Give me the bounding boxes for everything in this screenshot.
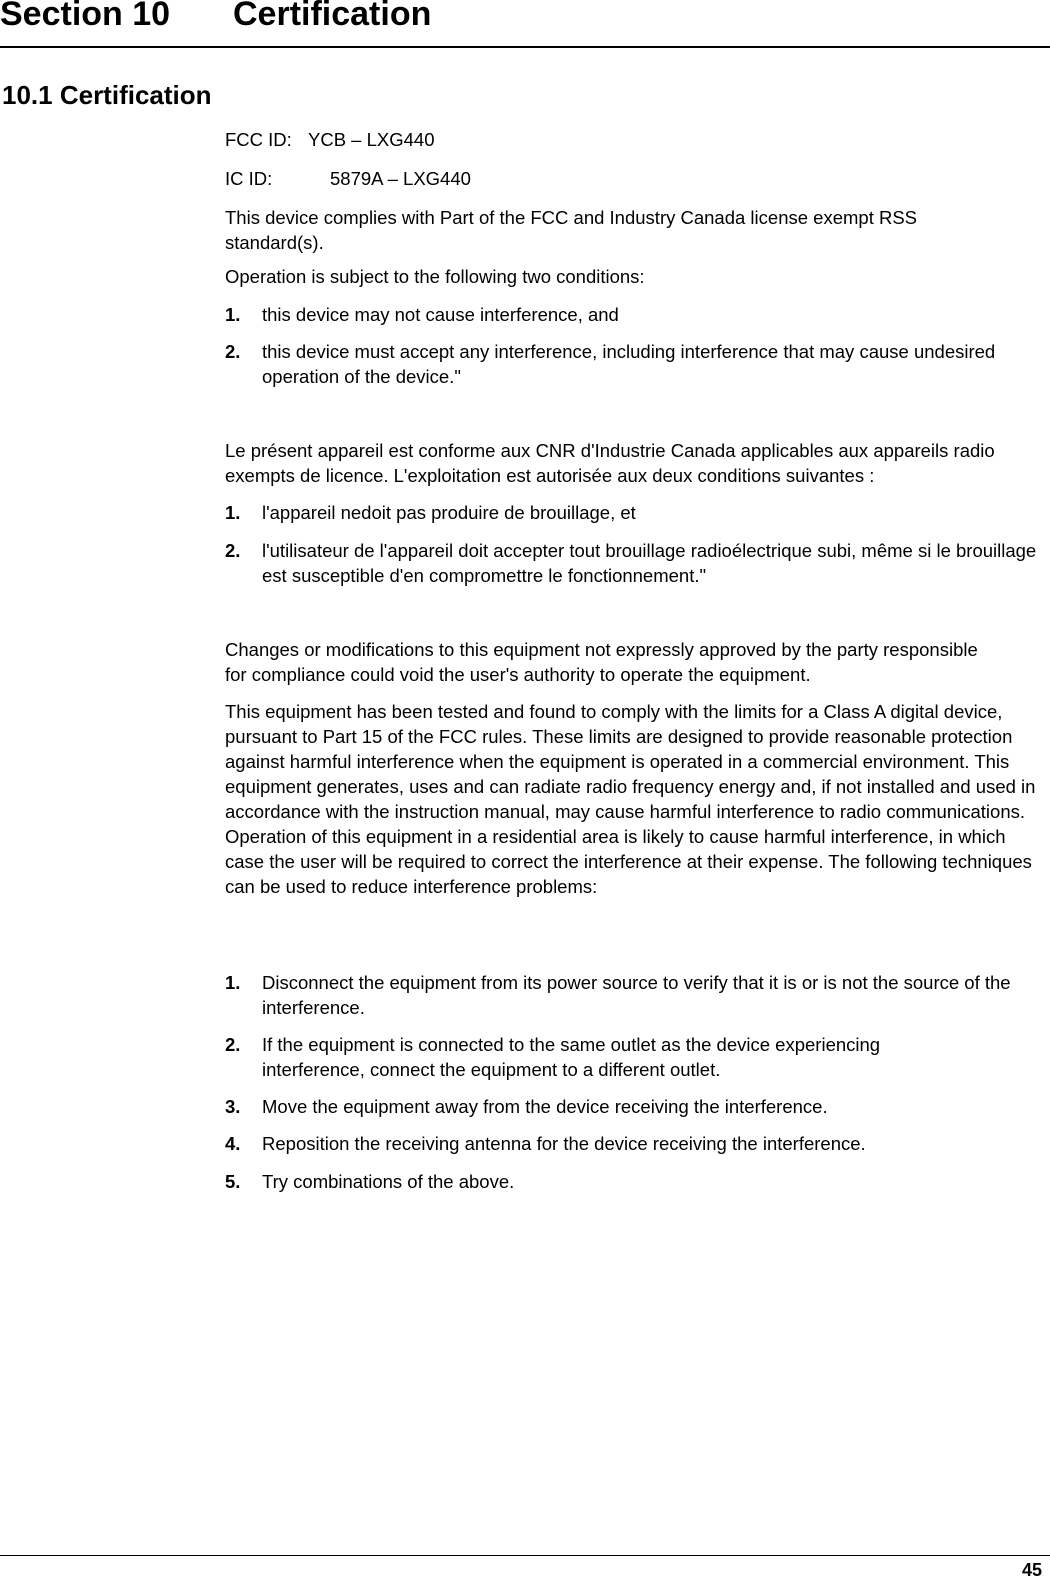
subsection-title: 10.1 Certification [2, 80, 212, 110]
list-item [225, 1032, 985, 1082]
list-text: Reposition the receiving antenna for the device receiving the interference. [262, 1133, 866, 1154]
fcc-id-value: YCB – LXG440 [308, 129, 435, 150]
list-number: 4. [225, 1133, 241, 1154]
conditions-intro: Operation is subject to the following two conditions: [225, 266, 645, 287]
list-number: 2. [225, 540, 241, 561]
list-item [225, 500, 1045, 525]
list-item [225, 1094, 1045, 1119]
list-item [225, 970, 1045, 1020]
list-item [225, 302, 1045, 327]
section-title: Certification [233, 0, 432, 33]
list-item [225, 339, 1005, 389]
english-intro: This device complies with Part of the FCC and Industry Canada license exempt RSS standard(s). [225, 207, 918, 253]
list-text: If the equipment is connected to the same outlet as the device experiencing interference, connect the equipment to a different outlet. [262, 1034, 881, 1080]
list-text: l'appareil nedoit pas produire de brouillage, et [262, 502, 636, 523]
list-number: 5. [225, 1171, 241, 1192]
list-text: l'utilisateur de l'appareil doit accepter tout brouillage radioélectrique subi, même si le brouillage est susceptible d'en compromettre le fonctionnement." [262, 540, 1037, 586]
list-number: 1. [225, 304, 241, 325]
list-text: Disconnect the equipment from its power source to verify that it is or is not the source of the interference. [262, 972, 1011, 1018]
page-number: 45 [1021, 1560, 1042, 1580]
list-text: this device must accept any interference, including interference that may cause undesired operation of the device." [262, 341, 996, 387]
changes-paragraph: Changes or modifications to this equipment not expressly approved by the party responsible for compliance could void the user's authority to operate the equipment. [225, 639, 978, 685]
list-text: Move the equipment away from the device receiving the interference. [262, 1096, 828, 1117]
ic-id-row [225, 166, 471, 191]
list-number: 3. [225, 1096, 241, 1117]
section-number: Section 10 [0, 0, 171, 33]
list-text: Try combinations of the above. [262, 1171, 515, 1192]
list-number: 1. [225, 502, 241, 523]
section-header [0, 0, 1050, 48]
list-text: this device may not cause interference, and [262, 304, 619, 325]
footer-divider [0, 1555, 1050, 1556]
list-item [225, 538, 1037, 588]
list-number: 2. [225, 341, 241, 362]
list-number: 1. [225, 972, 241, 993]
list-item [225, 1131, 1045, 1156]
fcc-id-label: FCC ID: [225, 129, 292, 150]
ic-id-value: 5879A – LXG440 [330, 168, 471, 189]
list-item [225, 1169, 1045, 1194]
class-a-paragraph: This equipment has been tested and found to comply with the limits for a Class A digital device, pursuant to Part 15 of the FCC rules. These limits are designed to provide reasonable protection against harmful interference when the equipment is operated in a commercial environment. This equipment generates, uses and can radiate radio frequency energy and, if not installed and used in accordance with the instruction manual, may cause harmful interference to radio communications. Operation of this equipment in a residential area is likely to cause harmful interference, in which case the user will be required to correct the interference at their expense. The following techniques can be used to reduce interference problems: [225, 701, 1036, 897]
french-intro: Le présent appareil est conforme aux CNR d'Industrie Canada applicables aux appareils radio exempts de licence. L'exploitation est autorisée aux deux conditions suivantes : [225, 440, 995, 486]
list-number: 2. [225, 1034, 241, 1055]
fcc-id-row [225, 127, 435, 152]
ic-id-label: IC ID: [225, 168, 273, 189]
